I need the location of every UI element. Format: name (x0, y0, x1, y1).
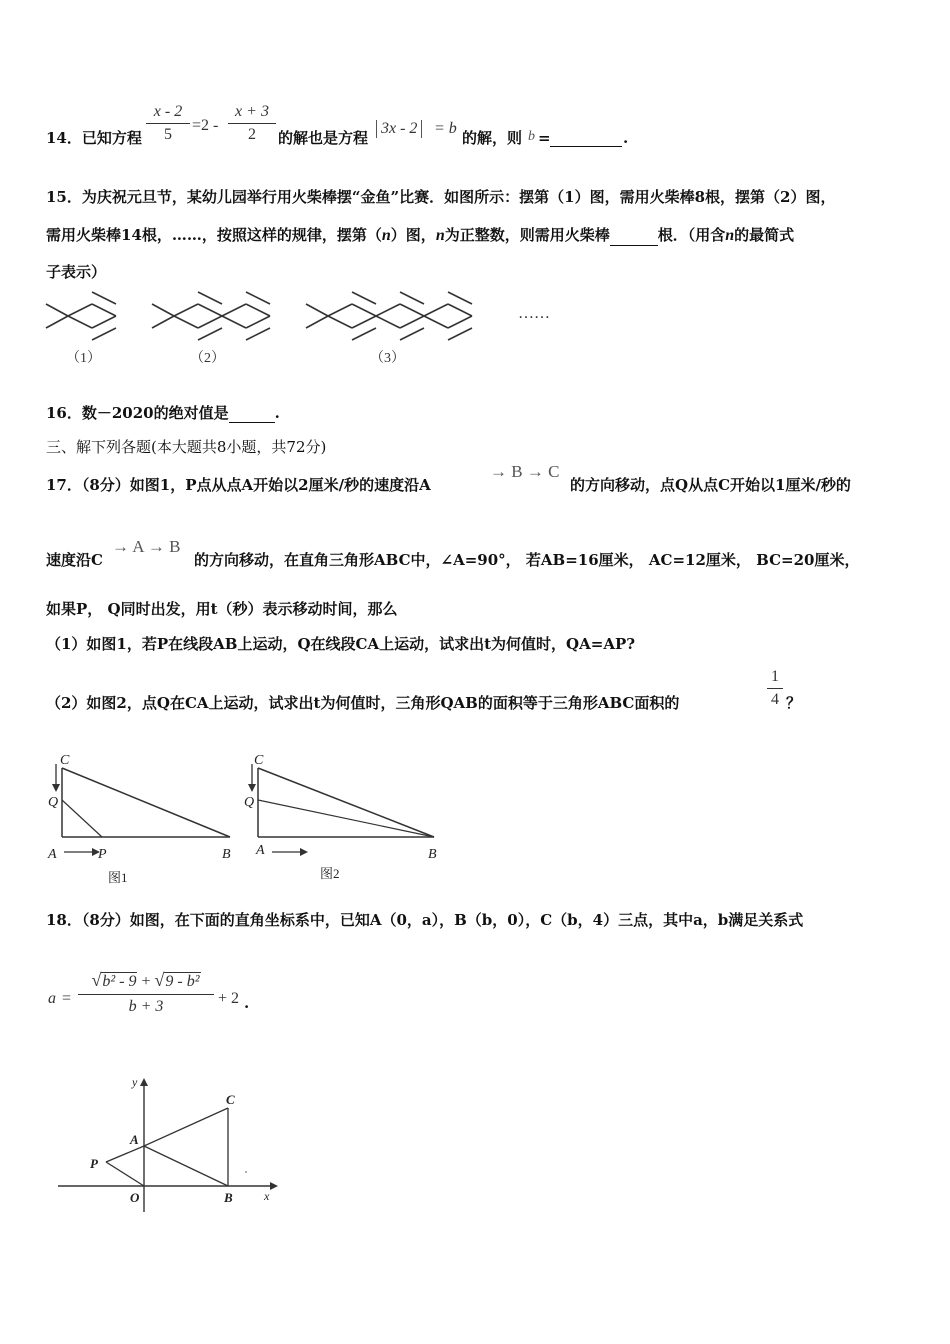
q14-text-2: 的解也是方程 (278, 129, 369, 147)
fish-label-3: （3） (370, 351, 405, 366)
q14-middle: =2 - (192, 117, 219, 134)
q15-n-2: n (435, 227, 445, 244)
q14-eq-b: = b (434, 120, 457, 137)
fish-figure-3 (306, 292, 472, 340)
q14-abs-expression: 3x - 2 (376, 120, 422, 138)
q14-frac1-numerator: x - 2 (153, 103, 183, 120)
q18-formula (48, 968, 308, 1028)
q18-numerator: √b² - 9 + √9 - b² (91, 970, 200, 990)
fig3-label-x: x (264, 1189, 270, 1203)
fish-label-1: （1） (66, 351, 101, 366)
q15-matchstick-figures (40, 286, 560, 368)
q17-figure-1 (47, 753, 231, 885)
q14-b-var: b (528, 129, 535, 144)
q14-fraction-2 (228, 103, 276, 144)
q18-a-var: a (48, 990, 56, 1007)
section-3-heading: 三、解下列各题(本大题共8小题，共72分) (46, 438, 327, 456)
q17-figure-2 (244, 753, 437, 881)
q14-end: . (623, 129, 629, 147)
q16-end: . (274, 404, 280, 422)
q17-frac-num: 1 (771, 668, 779, 685)
q16-question: 16．数－2020的绝对值是 (46, 404, 229, 422)
q17-line-1a: 17．（8分）如图1，P点从点A开始以2厘米/秒的速度沿A (46, 476, 431, 494)
q18-denominator: b + 3 (128, 998, 164, 1015)
q18-sqrt-left: b² - 9 (102, 973, 137, 990)
q15-line2-e: 的最简式 (734, 226, 795, 244)
fig2-label-A: A (256, 843, 265, 858)
fig1-label-B: B (222, 847, 231, 862)
q17-frac-den: 4 (771, 691, 779, 708)
q18-eq: = (62, 990, 72, 1007)
q15-n-3: n (725, 227, 735, 244)
q18-sqrt-right: 9 - b² (165, 973, 200, 990)
q18-tail: + 2 (218, 990, 240, 1007)
q16-answer-blank[interactable] (229, 406, 275, 423)
q15-line2-c: 为正整数，则需用火柴棒 (444, 226, 610, 244)
q15-line-2 (46, 225, 794, 246)
q14-eq: = (538, 129, 551, 147)
q18-end: . (244, 994, 250, 1012)
q17-sub-2: （2）如图2，点Q在CA上运动，试求出t为何值时，三角形QAB的面积等于三角形ABC面积的 (46, 694, 680, 712)
q15-n-1: n (381, 227, 391, 244)
fig1-label-Q: Q (48, 795, 59, 810)
fig3-label-P: P (90, 1156, 98, 1171)
q14-frac1-denominator: 5 (164, 126, 172, 143)
q18-line-1: 18．（8分）如图，在下面的直角坐标系中，已知A（0，a），B（b，0），C（b，4）三点，其中a，b满足关系式 (46, 911, 804, 929)
fish-figure-1 (46, 292, 116, 340)
fish-figure-2 (152, 292, 270, 340)
q15-line2-b: ）图， (390, 226, 436, 244)
q14-frac2-denominator: 2 (248, 126, 256, 143)
q14-fraction-1 (146, 103, 190, 144)
q17-sub-2-end: ？ (786, 694, 802, 712)
q17-line-2a: 速度沿C (46, 551, 103, 569)
fish-continuation-dots: …… (518, 305, 550, 322)
q15-line-3: 子表示） (46, 263, 107, 281)
q15-line2-d: 根．（用含 (657, 226, 726, 244)
fish-label-2: （2） (190, 351, 225, 366)
fig1-caption: 图1 (108, 870, 128, 885)
fig1-label-P: P (98, 847, 107, 862)
fig2-label-Q: Q (244, 795, 255, 810)
q15-line2-a: 需用火柴棒14根，……，按照这样的规律，摆第（ (46, 226, 382, 244)
q17-path-1: → B → C (490, 462, 560, 481)
q14-text-3: 的解，则 (462, 129, 523, 147)
q17-figures (40, 748, 460, 888)
q16-text (46, 403, 280, 423)
fig3-label-y: y (132, 1075, 138, 1089)
fig3-label-B: B (224, 1190, 233, 1205)
q18-coordinate-figure (50, 1072, 290, 1222)
q15-answer-blank[interactable] (610, 229, 658, 246)
fig3-label-A: A (130, 1132, 139, 1147)
q17-line-3: 如果P， Q同时出发，用t（秒）表示移动时间，那么 (46, 600, 398, 618)
fig2-caption: 图2 (320, 866, 340, 881)
fig2-label-B: B (428, 847, 437, 862)
q18-plus: + (141, 973, 151, 990)
fig1-label-A: A (48, 847, 57, 862)
q14-frac2-numerator: x + 3 (235, 103, 269, 120)
q18-fraction (78, 970, 214, 1016)
fig2-label-C: C (254, 753, 264, 768)
fig3-label-C: C (226, 1092, 235, 1107)
q14-prefix: 14．已知方程 (46, 129, 142, 147)
q17-line-2b: 的方向移动，在直角三角形ABC中，∠A=90°， 若AB=16厘米， AC=12厘米， BC=20厘米， (194, 551, 860, 569)
q17-sub-1: （1）如图1，若P在线段AB上运动，Q在线段CA上运动，试求出t为何值时，QA=AP? (46, 635, 636, 653)
q17-fraction-quarter (767, 668, 783, 709)
q17-line-1b: 的方向移动，点Q从点C开始以1厘米/秒的 (570, 476, 851, 494)
q15-line-1: 15．为庆祝元旦节，某幼儿园举行用火柴棒摆“金鱼”比赛．如图所示：摆第（1）图，需用火柴棒8根，摆第（2）图， (46, 188, 836, 206)
q17-path-2: → A → B (112, 537, 181, 556)
q14-answer-blank[interactable] (550, 130, 622, 147)
fig1-label-C: C (60, 753, 70, 768)
fig3-label-O: O (130, 1190, 140, 1205)
